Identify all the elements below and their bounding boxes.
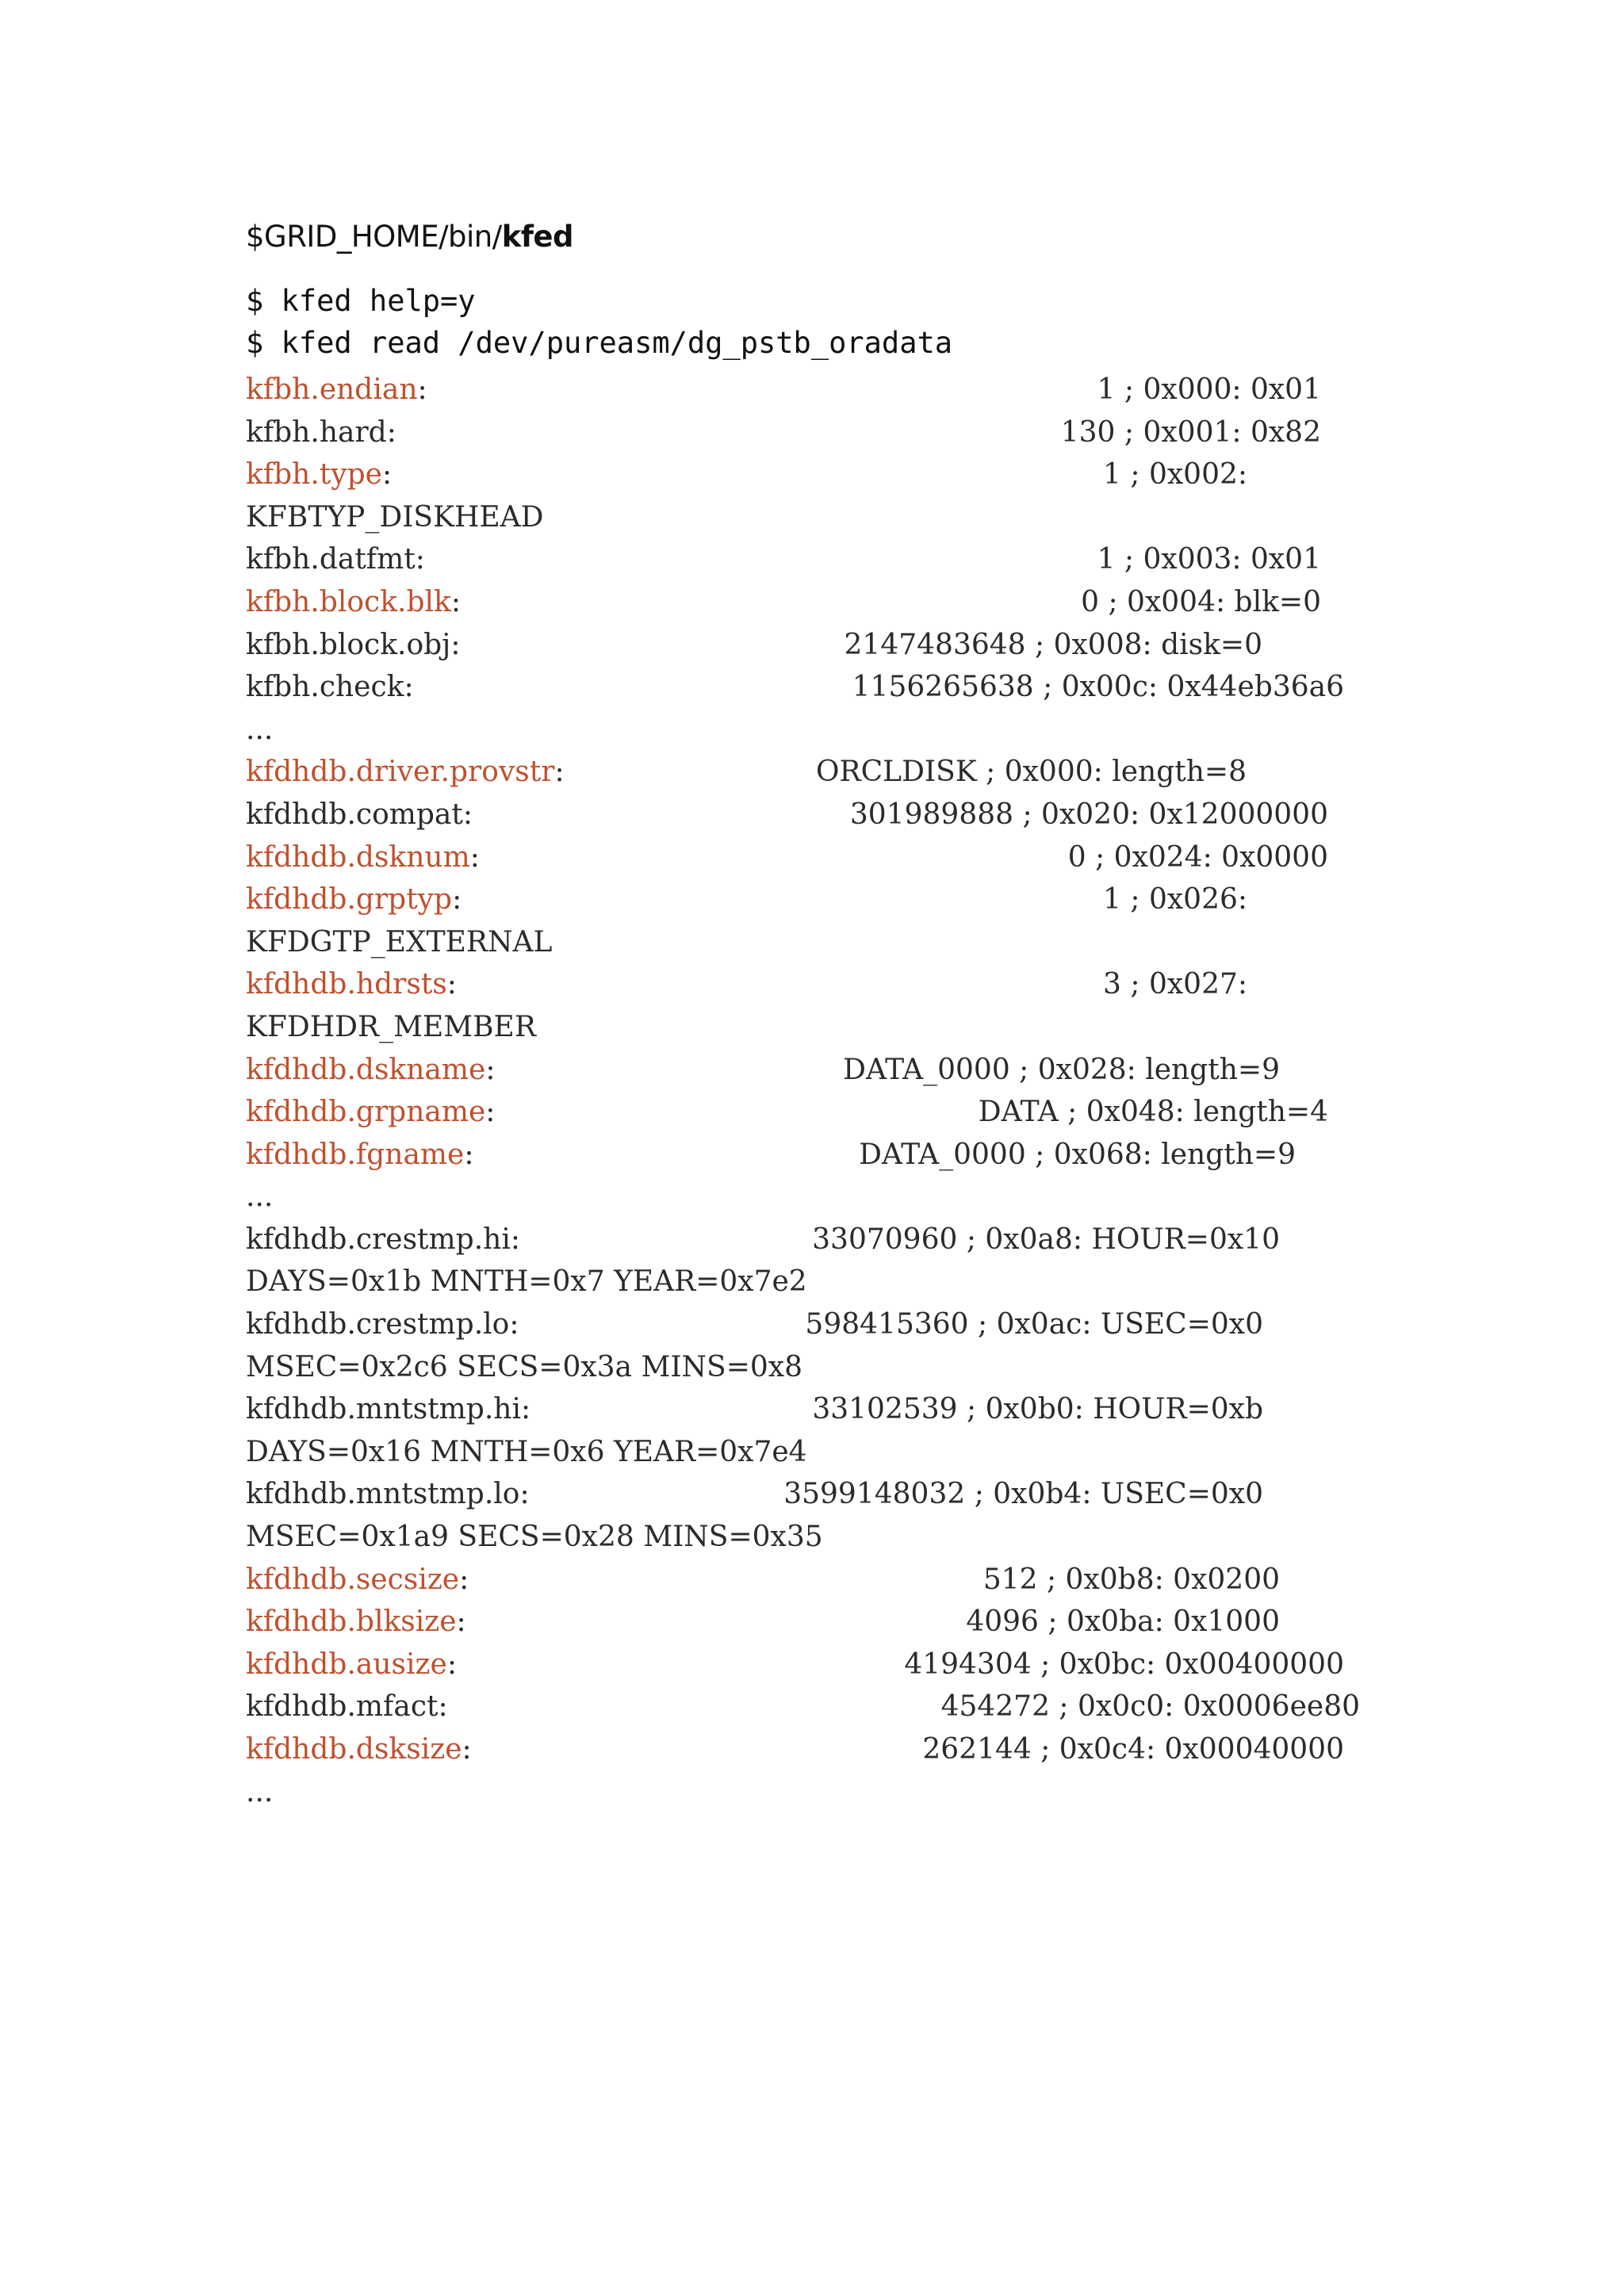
output-row (246, 496, 1396, 539)
field-prefix: kfdhdb. (246, 1053, 356, 1086)
field-subname: crestmp.lo (355, 1308, 510, 1341)
field-colon: : (386, 415, 396, 449)
output-row (246, 369, 1396, 411)
field-subname: type (319, 458, 382, 492)
field-name (246, 794, 473, 836)
field-subname: crestmp.hi (355, 1223, 511, 1256)
field-name (246, 1219, 520, 1261)
field-colon: : (510, 1223, 520, 1256)
output-row (246, 1176, 1396, 1219)
field-prefix: kfbh. (246, 543, 320, 576)
field-colon: : (520, 1393, 531, 1426)
output-continuation-text: DAYS=0x16 MNTH=0x6 YEAR=0x7e4 (246, 1435, 807, 1468)
kfed-path-heading (246, 220, 573, 254)
output-row (246, 453, 1396, 496)
output-row (246, 1686, 1396, 1728)
field-value: 2147483648 ; 0x008: disk=0 (844, 628, 1262, 661)
field-value: DATA_0000 ; 0x028: length=9 (843, 1053, 1280, 1086)
output-row (246, 709, 1396, 752)
field-prefix: kfdhdb. (246, 840, 356, 874)
field-prefix: kfdhdb. (246, 883, 356, 916)
field-value: 512 ; 0x0b8: 0x0200 (982, 1563, 1280, 1596)
field-subname: dsksize (355, 1733, 462, 1766)
output-row (246, 921, 1396, 964)
command-line-read: $ kfed read /dev/pureasm/dg_pstb_oradata (246, 326, 953, 360)
field-colon: : (450, 585, 461, 618)
output-row (246, 1771, 1396, 1814)
output-row (246, 1728, 1396, 1771)
field-value: 454272 ; 0x0c0: 0x0006ee80 (940, 1690, 1360, 1724)
output-continuation-text: DAYS=0x1b MNTH=0x7 YEAR=0x7e2 (246, 1265, 807, 1299)
field-subname: mntstmp.lo (355, 1478, 520, 1511)
field-colon: : (417, 373, 427, 406)
field-name (246, 1728, 472, 1771)
field-prefix: kfdhdb. (246, 1393, 356, 1426)
field-name (246, 836, 480, 879)
field-subname: dskname (355, 1053, 486, 1086)
field-prefix: kfbh. (246, 671, 320, 704)
field-name (246, 624, 461, 667)
field-prefix: kfdhdb. (246, 1478, 356, 1511)
output-row (246, 1516, 1396, 1559)
field-prefix: kfdhdb. (246, 1138, 356, 1171)
field-name (246, 1686, 448, 1728)
path-prefix: $GRID_HOME/bin/ (246, 220, 502, 254)
field-subname: block.blk (319, 585, 451, 618)
field-subname: fgname (355, 1138, 465, 1171)
field-subname: ausize (355, 1647, 447, 1681)
field-name (246, 1388, 530, 1431)
field-name (246, 538, 425, 581)
field-colon: : (459, 1563, 469, 1596)
field-name (246, 666, 414, 709)
field-name (246, 581, 461, 624)
output-row (246, 1219, 1396, 1261)
field-name (246, 1559, 469, 1601)
field-subname: mfact (355, 1690, 439, 1724)
field-value: 33070960 ; 0x0a8: HOUR=0x10 (812, 1223, 1280, 1256)
output-row (246, 1134, 1396, 1177)
output-row (246, 1559, 1396, 1601)
field-colon: : (450, 628, 461, 661)
field-name (246, 963, 457, 1006)
field-prefix: kfbh. (246, 373, 320, 406)
output-row (246, 1388, 1396, 1431)
field-prefix: kfdhdb. (246, 1096, 356, 1129)
field-colon: : (509, 1308, 519, 1341)
field-subname: endian (319, 373, 418, 406)
field-subname: check (319, 671, 404, 704)
field-value: 0 ; 0x024: 0x0000 (1067, 840, 1328, 874)
field-name (246, 1473, 530, 1516)
kfed-output-block (246, 369, 1396, 1813)
output-continuation-text: MSEC=0x2c6 SECS=0x3a MINS=0x8 (246, 1350, 802, 1383)
field-name (246, 1303, 519, 1346)
field-colon: : (404, 671, 414, 704)
output-row (246, 1261, 1396, 1303)
field-colon: : (485, 1053, 496, 1086)
output-row (246, 538, 1396, 581)
field-name (246, 369, 427, 411)
output-continuation-text: KFBTYP_DISKHEAD (246, 500, 544, 534)
field-prefix: kfdhdb. (246, 1308, 356, 1341)
field-value: 3599148032 ; 0x0b4: USEC=0x0 (783, 1478, 1263, 1511)
command-line-help: $ kfed help=y (246, 284, 476, 318)
field-value: 33102539 ; 0x0b0: HOUR=0xb (812, 1393, 1263, 1426)
output-row (246, 1431, 1396, 1474)
field-colon: : (554, 756, 565, 789)
output-continuation-text: MSEC=0x1a9 SECS=0x28 MINS=0x35 (246, 1521, 823, 1554)
field-value: 301989888 ; 0x020: 0x12000000 (849, 798, 1328, 831)
field-prefix: kfdhdb. (246, 968, 356, 1001)
output-row (246, 1006, 1396, 1049)
field-prefix: kfdhdb. (246, 1223, 356, 1256)
field-name (246, 1601, 466, 1644)
field-colon: : (438, 1690, 448, 1724)
field-value: 1 ; 0x026: (1103, 883, 1247, 916)
field-value: 598415360 ; 0x0ac: USEC=0x0 (805, 1308, 1263, 1341)
field-value: 4096 ; 0x0ba: 0x1000 (966, 1605, 1280, 1639)
output-continuation-text: ... (246, 1181, 274, 1214)
field-name (246, 751, 565, 794)
output-row (246, 666, 1396, 709)
output-row (246, 794, 1396, 836)
field-colon: : (464, 1138, 474, 1171)
output-row (246, 1091, 1396, 1134)
field-colon: : (469, 840, 480, 874)
output-continuation-text: ... (246, 1775, 274, 1808)
field-value: 4194304 ; 0x0bc: 0x00400000 (904, 1647, 1344, 1681)
field-value: ORCLDISK ; 0x000: length=8 (816, 756, 1247, 789)
field-value: 1156265638 ; 0x00c: 0x44eb36a6 (852, 671, 1344, 704)
field-prefix: kfdhdb. (246, 1605, 356, 1639)
field-subname: compat (355, 798, 463, 831)
output-continuation-text: KFDHDR_MEMBER (246, 1010, 536, 1043)
field-value: DATA_0000 ; 0x068: length=9 (859, 1138, 1296, 1171)
field-subname: grptyp (355, 883, 453, 916)
output-row (246, 581, 1396, 624)
field-subname: hdrsts (355, 968, 447, 1001)
field-name (246, 453, 392, 496)
field-value: 3 ; 0x027: (1103, 968, 1247, 1001)
field-colon: : (452, 883, 462, 916)
field-subname: dsknum (355, 840, 470, 874)
field-prefix: kfbh. (246, 415, 320, 449)
field-colon: : (462, 1733, 472, 1766)
field-value: 1 ; 0x003: 0x01 (1097, 543, 1321, 576)
output-row (246, 1601, 1396, 1644)
field-colon: : (485, 1096, 496, 1129)
field-subname: block.obj (319, 628, 451, 661)
field-colon: : (446, 1647, 457, 1681)
field-subname: secsize (355, 1563, 460, 1596)
field-colon: : (446, 968, 457, 1001)
output-row (246, 1644, 1396, 1686)
field-name (246, 1644, 457, 1686)
field-value: DATA ; 0x048: length=4 (978, 1096, 1328, 1129)
field-colon: : (519, 1478, 530, 1511)
field-name (246, 411, 396, 454)
field-name (246, 1134, 474, 1177)
field-colon: : (456, 1605, 466, 1639)
field-subname: driver.provstr (355, 756, 555, 789)
field-colon: : (381, 458, 393, 492)
field-prefix: kfdhdb. (246, 1563, 356, 1596)
field-prefix: kfdhdb. (246, 756, 356, 789)
output-row (246, 1473, 1396, 1516)
field-value: 262144 ; 0x0c4: 0x00040000 (922, 1733, 1344, 1766)
field-subname: grpname (355, 1096, 486, 1129)
field-name (246, 1049, 495, 1092)
output-row (246, 1346, 1396, 1389)
output-row (246, 878, 1396, 921)
field-value: 0 ; 0x004: blk=0 (1081, 585, 1321, 618)
path-executable: kfed (501, 220, 574, 254)
output-row (246, 411, 1396, 454)
output-row (246, 836, 1396, 879)
field-prefix: kfdhdb. (246, 1690, 356, 1724)
field-prefix: kfbh. (246, 628, 320, 661)
field-prefix: kfdhdb. (246, 798, 356, 831)
output-row (246, 751, 1396, 794)
field-colon: : (415, 543, 425, 576)
field-name (246, 1091, 495, 1134)
field-prefix: kfdhdb. (246, 1647, 356, 1681)
field-value: 1 ; 0x000: 0x01 (1097, 373, 1321, 406)
output-row (246, 1303, 1396, 1346)
field-subname: blksize (355, 1605, 457, 1639)
output-continuation-text: KFDGTP_EXTERNAL (246, 925, 553, 959)
output-continuation-text: ... (246, 713, 274, 746)
field-prefix: kfdhdb. (246, 1733, 356, 1766)
field-prefix: kfbh. (246, 458, 320, 492)
output-row (246, 1049, 1396, 1092)
output-row (246, 963, 1396, 1006)
field-value: 130 ; 0x001: 0x82 (1060, 415, 1321, 449)
field-name (246, 878, 462, 921)
field-prefix: kfbh. (246, 585, 320, 618)
field-subname: hard (319, 415, 387, 449)
field-value: 1 ; 0x002: (1103, 458, 1247, 492)
field-subname: datfmt (319, 543, 416, 576)
output-row (246, 624, 1396, 667)
field-colon: : (462, 798, 473, 831)
field-subname: mntstmp.hi (355, 1393, 521, 1426)
